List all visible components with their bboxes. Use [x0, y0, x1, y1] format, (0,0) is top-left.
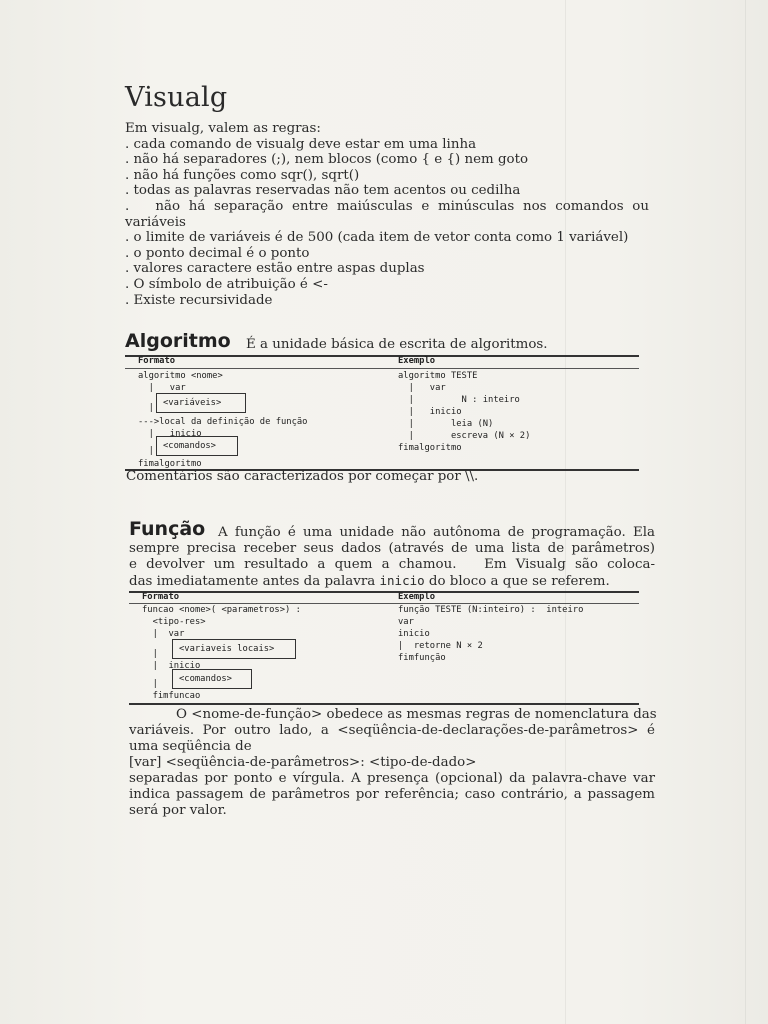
formato-line: |	[138, 403, 154, 413]
exemplo-header: Exemplo	[398, 356, 436, 366]
exemplo-line: | escreva (N × 2)	[398, 431, 531, 441]
formato-line: algoritmo <nome>	[138, 371, 223, 381]
funcao-explain-line: indica passagem de parâmetros por referência; caso contrário, a passagem	[129, 787, 655, 802]
comment-note: Comentários são caracterizados por começar por \\.	[126, 469, 479, 484]
comandos-placeholder: <comandos>	[179, 674, 232, 684]
rule-item: . não há separadores (;), nem blocos (como { e {) nem goto	[125, 152, 529, 168]
exemplo-line: | leia (N)	[398, 419, 494, 429]
variaveis-locais-placeholder: <variaveis locais>	[179, 644, 275, 654]
formato-line: <tipo-res>	[142, 617, 206, 627]
variaveis-placeholder: <variáveis>	[163, 398, 222, 408]
rules-section	[125, 121, 649, 308]
formato-line: | inicio	[142, 661, 201, 671]
section-heading-algoritmo: Algoritmo	[125, 330, 231, 352]
table-bottom-rule	[129, 703, 639, 705]
exemplo-line: var	[398, 617, 414, 627]
algoritmo-lead: É a unidade básica de escrita de algoritmos.	[246, 337, 548, 352]
exemplo-line: | var	[398, 383, 446, 393]
rule-item: . Existe recursividade	[125, 292, 273, 308]
formato-line: | var	[142, 629, 185, 639]
exemplo-line: | inicio	[398, 407, 462, 417]
page-edge-line	[745, 0, 746, 1024]
funcao-explain-line: será por valor.	[129, 803, 227, 818]
rule-item: . não há separação entre maiúsculas e minúsculas nos comandos ou	[125, 198, 649, 214]
inline-code-inicio: inicio	[379, 573, 425, 588]
funcao-explain-line: [var] <seqüência-de-parâmetros>: <tipo-de-dado>	[129, 755, 477, 770]
formato-line: |	[138, 446, 154, 456]
funcao-explain-line: separadas por ponto e vírgula. A presença (opcional) da palavra-chave var	[129, 771, 655, 786]
comandos-placeholder: <comandos>	[163, 441, 216, 451]
formato-line: --->local da definição de função	[138, 417, 308, 427]
table-top-rule	[125, 355, 639, 357]
formato-line: fimfuncao	[142, 691, 201, 701]
funcao-explain-line: O <nome-de-função> obedece as mesmas regras de nomenclatura das	[176, 707, 657, 722]
exemplo-line: função TESTE (N:inteiro) : inteiro	[398, 605, 584, 615]
formato-header: Formato	[138, 356, 176, 366]
funcao-explain-line: variáveis. Por outro lado, a <seqüência-de-declarações-de-parâmetros> é	[129, 723, 655, 738]
formato-header: Formato	[142, 592, 180, 602]
rule-item: . O símbolo de atribuição é <-	[125, 276, 328, 292]
funcao-para-line: e devolver um resultado a quem a chamou. Em Visualg são coloca-	[129, 557, 655, 572]
rule-item: . cada comando de visualg deve estar em uma linha	[125, 136, 477, 152]
rules-intro: Em visualg, valem as regras:	[125, 121, 321, 136]
funcao-para-line: sempre precisa receber seus dados (através de uma lista de parâmetros)	[129, 541, 655, 556]
rule-item: . valores caractere estão entre aspas duplas	[125, 261, 425, 277]
rule-item: . o ponto decimal é o ponto	[125, 245, 310, 261]
formato-line: | var	[138, 383, 186, 393]
table-top-rule	[129, 591, 639, 593]
funcao-para-tail: do bloco a que se referem.	[428, 574, 610, 589]
formato-line: funcao <nome>( <parametros>) :	[142, 605, 301, 615]
exemplo-line: | N : inteiro	[398, 395, 520, 405]
exemplo-line: | retorne N × 2	[398, 641, 483, 651]
funcao-para-last-line	[129, 573, 610, 589]
rule-item: . o limite de variáveis é de 500 (cada item de vetor conta como 1 variável)	[125, 230, 629, 246]
rule-item: . todas as palavras reservadas não tem acentos ou cedilha	[125, 183, 521, 199]
exemplo-line: fimalgoritmo	[398, 443, 462, 453]
exemplo-line: inicio	[398, 629, 430, 639]
exemplo-line: fimfunção	[398, 653, 446, 663]
formato-line: |	[142, 679, 158, 689]
formato-line: |	[142, 649, 158, 659]
formato-line: fimalgoritmo	[138, 459, 202, 469]
section-heading-funcao: Função	[129, 518, 206, 540]
exemplo-header: Exemplo	[398, 592, 436, 602]
exemplo-line: algoritmo TESTE	[398, 371, 478, 381]
rule-item: . não há funções como sqr(), sqrt()	[125, 167, 360, 183]
formato-line: | inicio	[138, 429, 202, 439]
funcao-para-line: A função é uma unidade não autônoma de programação. Ela	[218, 525, 655, 540]
page-title: Visualg	[125, 82, 228, 113]
table-header-rule	[125, 368, 639, 369]
funcao-para-line: das imediatamente antes da palavra	[129, 574, 376, 589]
funcao-explain-line: uma seqüência de	[129, 739, 252, 754]
rule-item-continuation: variáveis	[125, 214, 186, 230]
